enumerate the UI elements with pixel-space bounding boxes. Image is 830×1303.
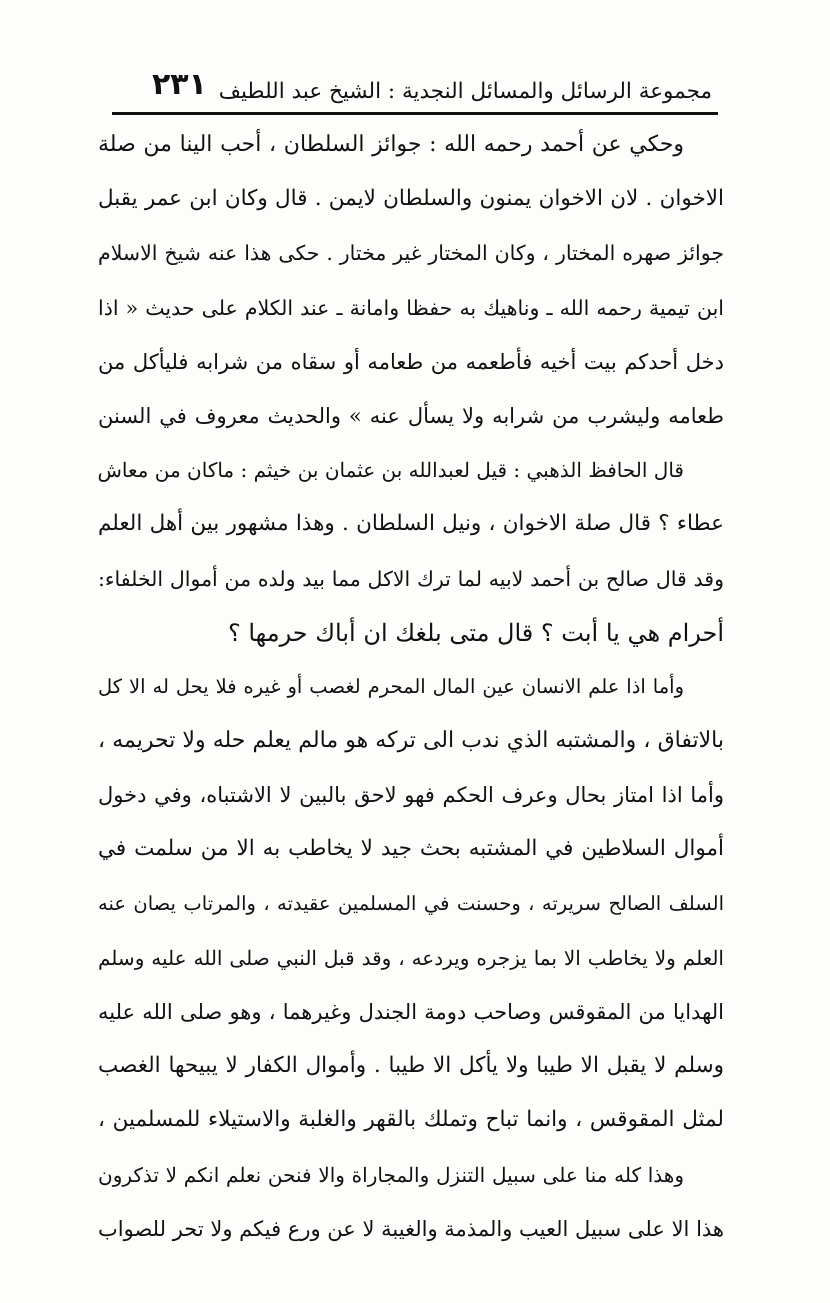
text-line: هذا الا على سبيل العيب والمذمة والغيبة لا عن ورع فيكم ولا تحر للصواب [98,1216,724,1241]
text-line: وهذا كله منا على سبيل التنزل والمجاراة والا فنحن نعلم انكم لا تذكرون [98,1162,684,1187]
text-line: ابن تيمية رحمه الله ـ وناهيك به حفظا وامانة ـ عند الكلام على حديث « اذا [98,295,724,320]
text-line: قال الحافظ الذهبي : قيل لعبدالله بن عثمان بن خيثم : ماكان من معاش [98,458,684,483]
page-body [98,118,724,1256]
text-line: وأما اذا علم الانسان عين المال المحرم لغصب أو غيره فلا يحل له الا كل [98,674,684,698]
text-line: وأما اذا امتاز بحال وعرف الحكم فهو لاحق بالبين لا الاشتباه، وفي دخول [98,783,724,808]
text-line: وحكي عن أحمد رحمه الله : جوائز السلطان ، أحب الينا من صلة [98,132,684,157]
text-line: وقد قال صالح بن أحمد لابيه لما ترك الاكل مما بيد ولده من أموال الخلفاء: [98,566,724,591]
text-line: العلم ولا يخاطب الا بما يزجره ويردعه ، وقد قبل النبي صلى الله عليه وسلم [98,945,724,970]
text-line: بالاتفاق ، والمشتبه الذي ندب الى تركه هو مالم يعلم حله ولا تحريمه ، [98,728,724,754]
text-line: طعامه وليشرب من شرابه ولا يسأل عنه » والحديث معروف في السنن [98,403,724,428]
page-number: ٢٣١ [152,67,207,102]
text-line: لمثل المقوقس ، وانما تباح وتملك بالقهر والغلبة والاستيلاء للمسلمين ، [98,1107,724,1133]
text-line: عطاء ؟ قال صلة الاخوان ، ونيل السلطان . وهذا مشهور بين أهل العلم [98,511,724,537]
header-rule [112,112,718,115]
text-line: الاخوان . لان الاخوان يمنون والسلطان لايمن . قال وكان ابن عمر يقبل [98,186,724,212]
text-line: جوائز صهره المختار ، وكان المختار غير مختار . حكى هذا عنه شيخ الاسلام [98,241,724,266]
header-title: مجموعة الرسائل والمسائل النجدية : الشيخ عبد اللطيف [218,79,712,104]
running-header [112,64,712,104]
text-line: أحرام هي يا أبت ؟ قال متى بلغك ان أباك حرمها ؟ [227,618,724,647]
text-line: دخل أحدكم بيت أخيه فأطعمه من طعامه أو سقاه من شرابه فليأكل من [98,349,724,374]
text-line: وسلم لا يقبل الا طيبا ولا يأكل الا طيبا . وأموال الكفار لا يبيحها الغصب [98,1053,724,1079]
text-line: الهدايا من المقوقس وصاحب دومة الجندل وغيرهما ، وهو صلى الله عليه [98,1000,724,1024]
text-line: أموال السلاطين في المشتبه بحث جيد لا يخاطب به الا من سلمت في [98,836,724,862]
text-line: السلف الصالح سريرته ، وحسنت في المسلمين عقيدته ، والمرتاب يصان عنه [98,891,724,915]
